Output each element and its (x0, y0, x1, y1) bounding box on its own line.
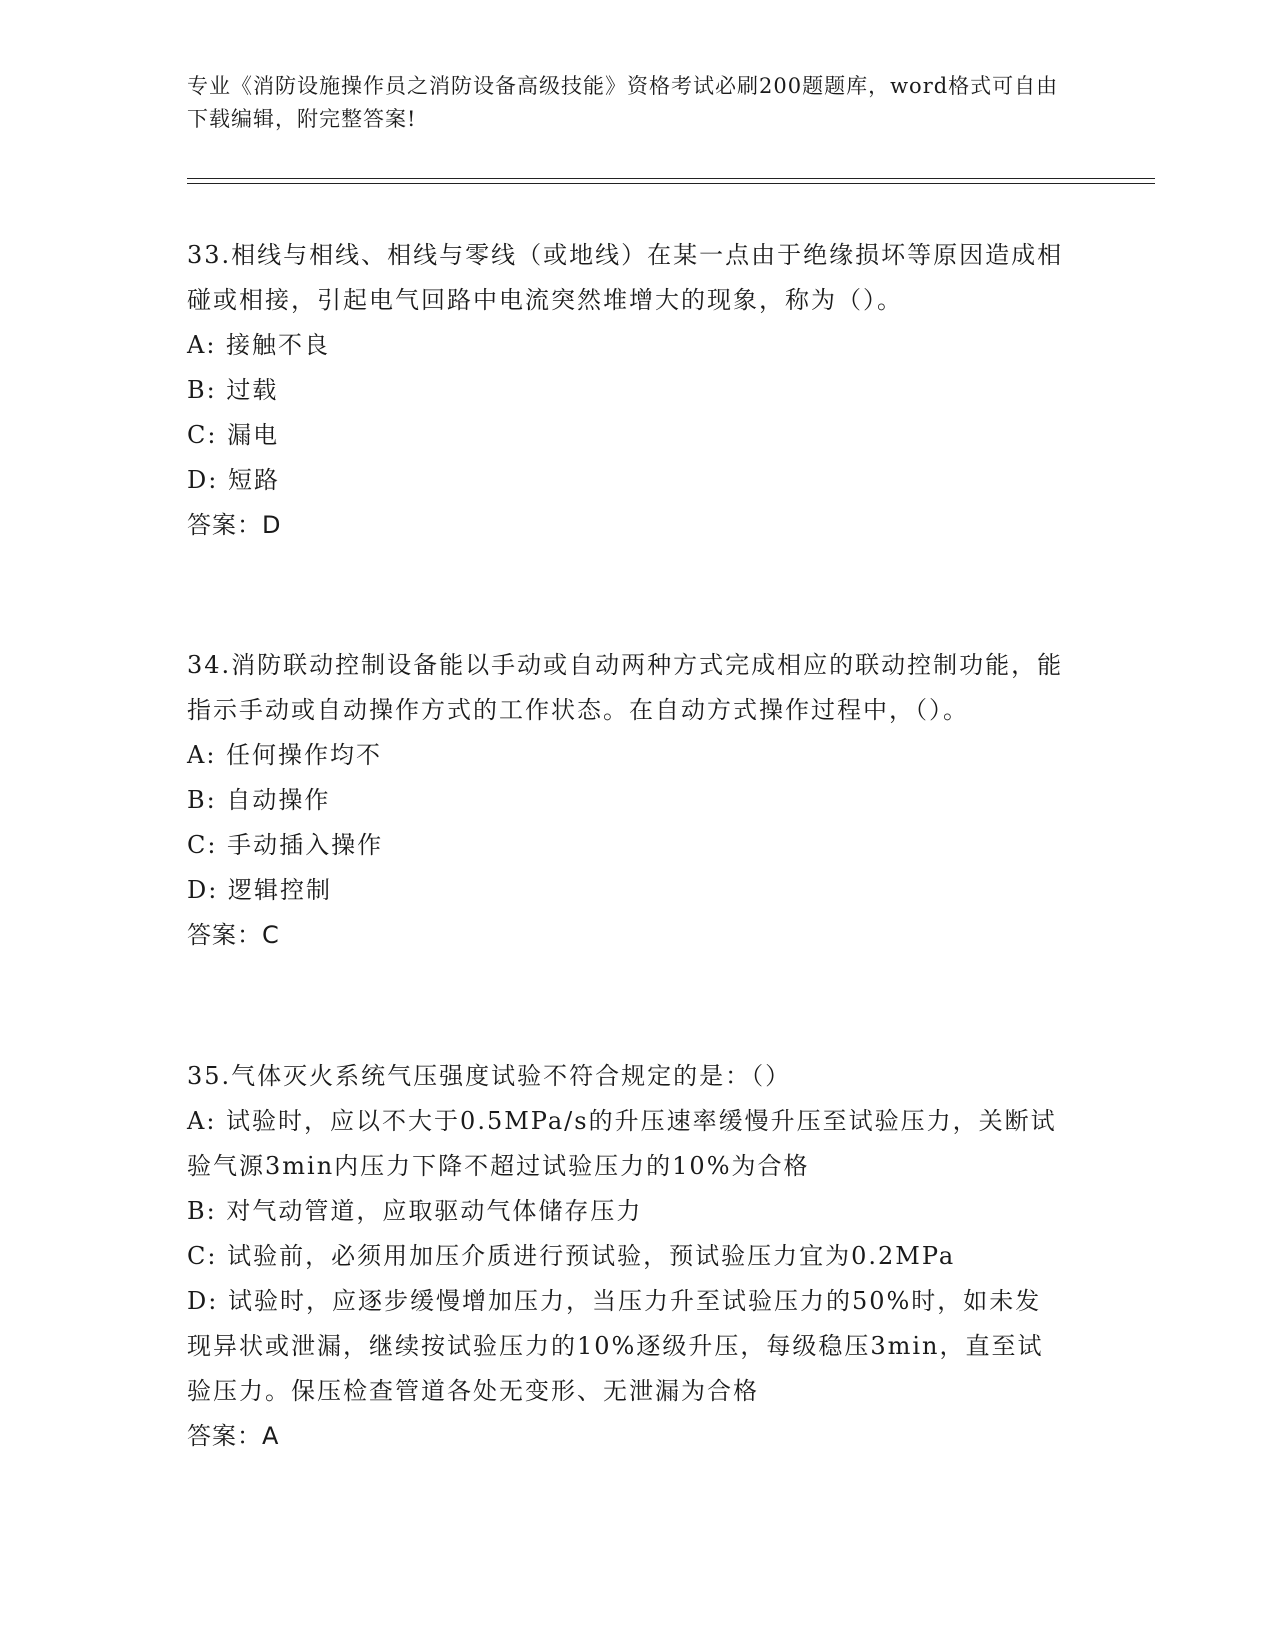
question-stem: 35.气体灭火系统气压强度试验不符合规定的是：（） (187, 1062, 792, 1090)
header-divider-bottom (187, 183, 1155, 184)
question-33 (187, 233, 1067, 548)
answer-line: 答案：D (187, 511, 282, 539)
option-d: D: 短路 (187, 466, 280, 494)
question-34 (187, 643, 1067, 958)
option-c: C: 漏电 (187, 421, 280, 449)
option-b: B: 自动操作 (187, 786, 331, 814)
option-b: B: 对气动管道，应取驱动气体储存压力 (187, 1197, 643, 1225)
option-c: C: 手动插入操作 (187, 831, 384, 859)
option-d: D: 试验时，应逐步缓慢增加压力，当压力升至试验压力的50%时，如未发现异状或泄漏，继续按试验压力的10%逐级升压，每级稳压3min，直至试验压力。保压检查管道各处无变形、无泄漏为合格 (187, 1287, 1044, 1405)
answer-line: 答案：C (187, 921, 280, 949)
answer-line: 答案：A (187, 1422, 280, 1450)
question-stem: 33.相线与相线、相线与零线（或地线）在某一点由于绝缘损坏等原因造成相碰或相接，引起电气回路中电流突然堆增大的现象，称为（）。 (187, 241, 1064, 314)
option-c: C: 试验前，必须用加压介质进行预试验，预试验压力宜为0.2MPa (187, 1242, 956, 1270)
option-a: A: 接触不良 (187, 331, 331, 359)
question-35 (187, 1054, 1067, 1459)
document-header: 专业《消防设施操作员之消防设备高级技能》资格考试必刷200题题库，word格式可自由下载编辑，附完整答案! (187, 74, 1059, 131)
header-divider-top (187, 178, 1155, 179)
question-stem: 34.消防联动控制设备能以手动或自动两种方式完成相应的联动控制功能，能指示手动或自动操作方式的工作状态。在自动方式操作过程中，（）。 (187, 651, 1064, 724)
option-a: A: 任何操作均不 (187, 741, 383, 769)
option-b: B: 过载 (187, 376, 279, 404)
option-d: D: 逻辑控制 (187, 876, 332, 904)
option-a: A: 试验时，应以不大于0.5MPa/s的升压速率缓慢升压至试验压力，关断试验气源3min内压力下降不超过试验压力的10%为合格 (187, 1107, 1057, 1180)
